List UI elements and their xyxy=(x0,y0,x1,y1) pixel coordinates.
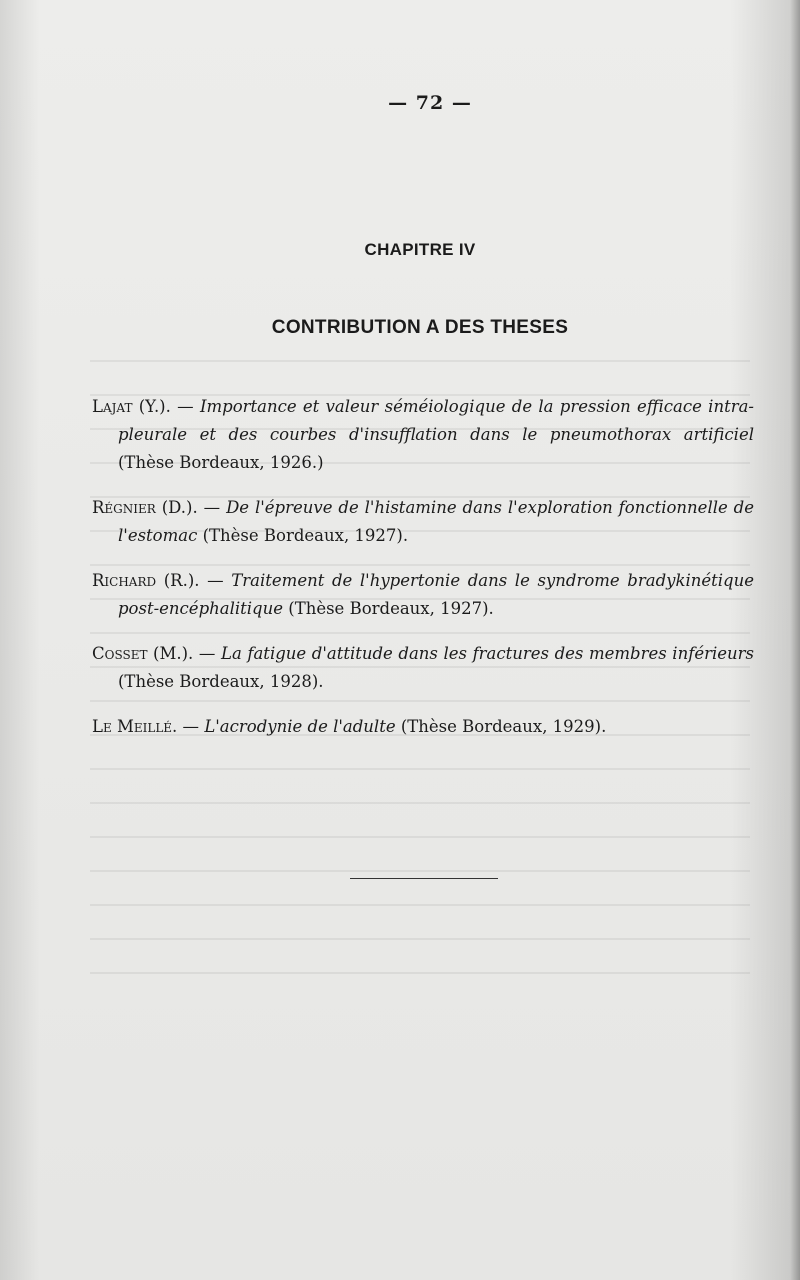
entry-author: Lajat (Y.). xyxy=(92,397,171,416)
entry-title: La fatigue d'attitude dans les fractures des membres inférieurs xyxy=(220,644,754,663)
entry-separator: — xyxy=(177,717,205,736)
entry-title: Importance et valeur séméiologique de la pression efficace intra-pleurale et des courbes d'insufflation dans le pneumothorax artificiel xyxy=(118,397,754,444)
entry-title: De l'épreuve de l'histamine dans l'exploration fonctionnelle de l'estomac xyxy=(118,498,754,545)
thesis-entry xyxy=(92,494,754,550)
entry-separator: — xyxy=(197,498,227,517)
thesis-entry xyxy=(92,713,754,741)
entry-note: (Thèse Bordeaux, 1927). xyxy=(283,599,494,618)
entry-note: (Thèse Bordeaux, 1929). xyxy=(395,717,607,736)
section-divider xyxy=(350,878,498,879)
thesis-entry xyxy=(92,640,754,696)
entry-author: Cosset (M.). xyxy=(92,644,194,663)
entry-separator: — xyxy=(199,571,232,590)
entry-title: L'acrodynie de l'adulte xyxy=(204,717,396,736)
chapter-title: CONTRIBUTION A DES THESES xyxy=(271,317,569,338)
page-number: — 72 — xyxy=(388,92,472,114)
entry-note: (Thèse Bordeaux, 1926.) xyxy=(118,453,324,472)
entry-author: Le Meillé. xyxy=(92,717,178,736)
entry-note: (Thèse Bordeaux, 1927). xyxy=(197,526,409,545)
entry-author: Régnier (D.). xyxy=(92,498,198,517)
thesis-list xyxy=(92,393,754,758)
chapter-label: CHAPITRE IV xyxy=(364,240,476,259)
entry-separator: — xyxy=(193,644,221,663)
entry-note: (Thèse Bordeaux, 1928). xyxy=(118,672,324,691)
entry-author: Richard (R.). xyxy=(92,571,200,590)
entry-separator: — xyxy=(170,397,200,416)
thesis-entry xyxy=(92,393,754,477)
entry-title: Traitement de l'hypertonie dans le syndrome bradykinétique post-encéphalitique xyxy=(118,571,754,618)
thesis-entry xyxy=(92,567,754,623)
